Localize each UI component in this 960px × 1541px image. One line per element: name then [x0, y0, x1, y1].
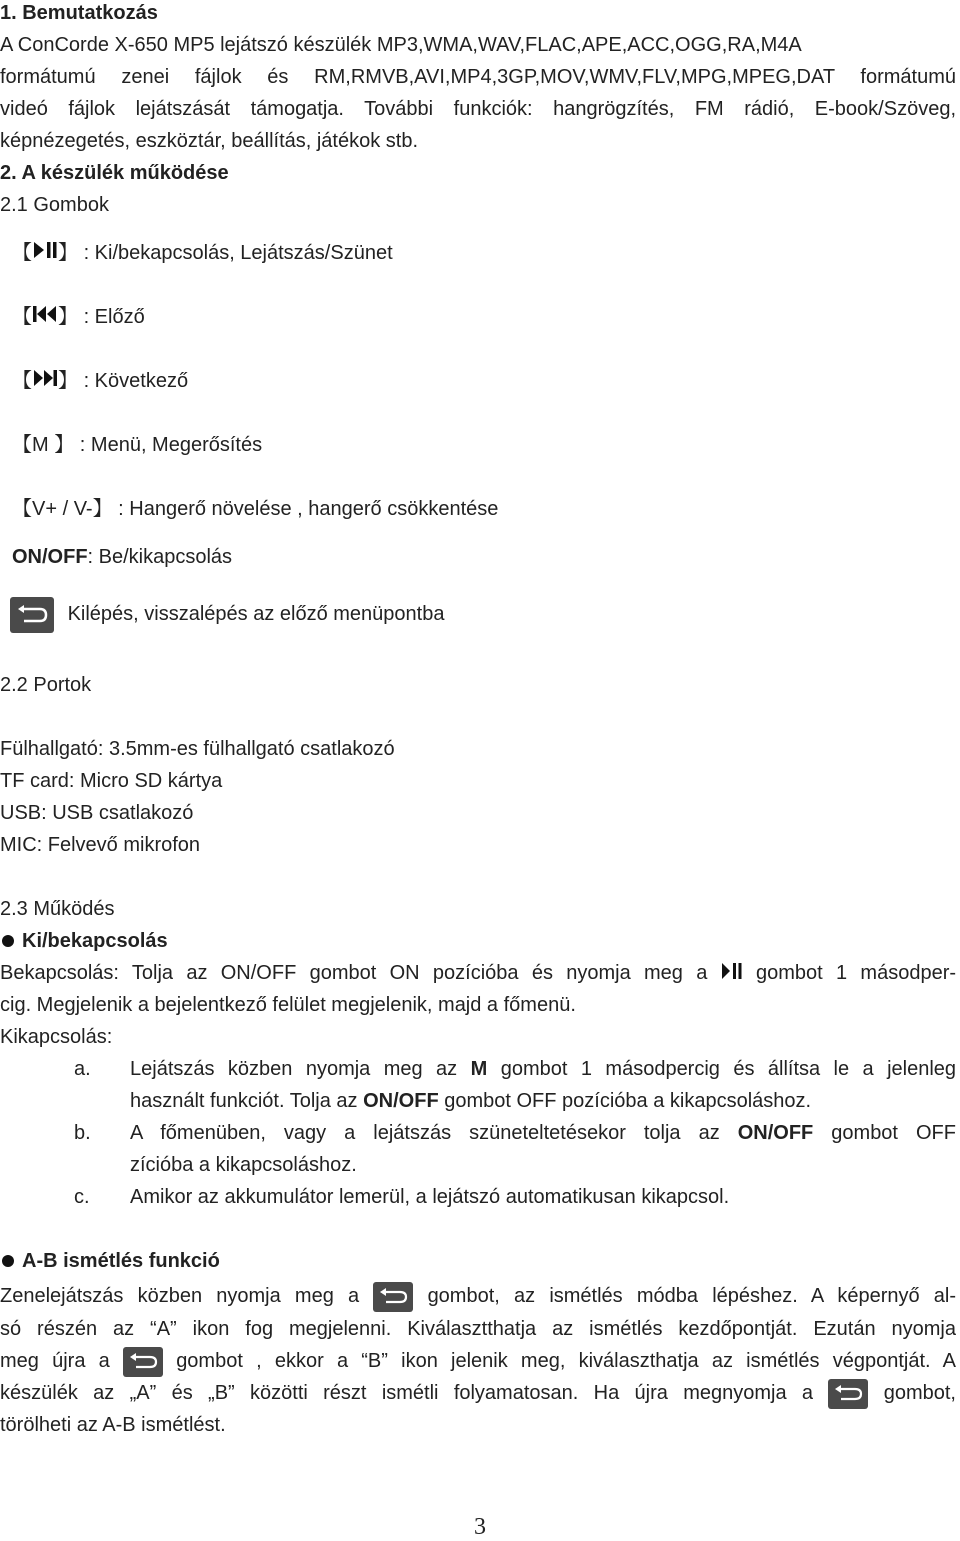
ab-line-2: só részén az “A” ikon fog megjelenni. Kiválasztthatja az ismétlés kezdőpontját. Ezután nyomja	[0, 1318, 956, 1340]
bullet-icon	[2, 1255, 14, 1267]
ab-text: gombot,	[883, 1382, 956, 1404]
button-row-next: 【 】 : Következő	[12, 368, 188, 395]
section-heading-operation: 2. A készülék működése	[0, 162, 229, 184]
list-item-text: Lejátszás közben nyomja meg az	[130, 1058, 458, 1080]
list-item-text: gombot OFF	[831, 1122, 956, 1144]
button-desc-volume: : Hangerő növelése , hangerő csökkentése	[118, 498, 499, 520]
back-icon	[10, 597, 54, 633]
ab-line-5: törölheti az A-B ismétlést.	[0, 1414, 226, 1436]
list-item-a-line1	[130, 1056, 956, 1082]
ab-title-row	[0, 1248, 220, 1274]
play-pause-icon	[32, 240, 58, 267]
intro-line-4: képnézegetés, eszköztár, beállítás, játékok stb.	[0, 130, 419, 152]
previous-icon	[32, 304, 58, 331]
button-row-onoff	[12, 544, 232, 570]
button-desc-play: : Ki/bekapcsolás, Lejátszás/Szünet	[83, 242, 393, 264]
button-row-back	[10, 594, 444, 634]
volume-key-label: V+ / V-	[32, 498, 93, 520]
button-row-volume: 【V+ / V-】 : Hangerő növelése , hangerő csökkentése	[12, 498, 499, 520]
intro-line-1: A ConCorde X-650 MP5 lejátszó készülék MP3,WMA,WAV,FLAC,APE,ACC,OGG,RA,M4A	[0, 34, 802, 56]
list-item-text: A főmenüben, vagy a lejátszás szüneteltetésekor tolja az	[130, 1122, 720, 1144]
button-desc-previous: : Előző	[83, 306, 145, 328]
subheading-buttons: 2.1 Gombok	[0, 194, 109, 216]
power-on-line-2: cig. Megjelenik a bejelentkező felület megjelenik, majd a főmenü.	[0, 994, 576, 1016]
ab-text: gombot, az ismétlés módba lépéshez. A képernyő al-	[427, 1285, 957, 1307]
port-line: Fülhallgató: 3.5mm-es fülhallgató csatlakozó	[0, 738, 395, 760]
list-item-key: ON/OFF	[363, 1090, 439, 1112]
list-item-b-line2: zícióba a kikapcsoláshoz.	[130, 1154, 357, 1176]
next-icon	[32, 368, 58, 395]
list-letter: a.	[74, 1058, 91, 1080]
ab-text: Zenelejátszás közben nyomja meg a	[0, 1285, 360, 1307]
list-item-text: gombot OFF pozícióba a kikapcsoláshoz.	[444, 1090, 812, 1112]
button-row-menu: 【M 】 : Menü, Megerősítés	[12, 434, 263, 456]
power-title: Ki/bekapcsolás	[22, 930, 168, 952]
intro-line-3: videó fájlok lejátszását támogatja. További funkciók: hangrögzítés, FM rádió, E-book/Szöveg,	[0, 98, 956, 120]
button-desc-menu: : Menü, Megerősítés	[79, 434, 263, 456]
button-row-play: 【 】 : Ki/bekapcsolás, Lejátszás/Szünet	[12, 240, 393, 267]
ab-text: gombot , ekkor a “B” ikon jelenik meg, kiválaszthatja az ismétlés végpontját. A	[176, 1350, 956, 1372]
back-icon	[373, 1282, 413, 1312]
power-title-row	[0, 928, 168, 954]
ab-text: készülék az „A” és „B” közötti részt ismétli folyamatosan. Ha újra megnyomja a	[0, 1382, 814, 1404]
list-item-b-line1	[130, 1120, 956, 1146]
section-heading-intro: 1. Bemutatkozás	[0, 2, 158, 24]
ab-line-3	[0, 1345, 956, 1377]
list-item-c-line1: Amikor az akkumulátor lemerül, a lejátszó automatikusan kikapcsol.	[130, 1186, 730, 1208]
subheading-ports: 2.2 Portok	[0, 674, 92, 696]
ab-title: A-B ismétlés funkció	[22, 1250, 220, 1272]
port-line: MIC: Felvevő mikrofon	[0, 834, 201, 856]
onoff-label: ON/OFF	[12, 546, 88, 568]
power-on-text-b: gombot 1 másodper-	[755, 962, 957, 984]
power-on-text-a: Bekapcsolás: Tolja az ON/OFF gombot ON pozícióba és nyomja meg a	[0, 962, 708, 984]
subheading-working: 2.3 Működés	[0, 898, 115, 920]
list-item-key: M	[470, 1058, 488, 1080]
ab-line-4	[0, 1377, 956, 1409]
list-letter: c.	[74, 1186, 90, 1208]
back-desc: Kilépés, visszalépés az előző menüpontba	[67, 603, 445, 625]
list-letter: b.	[74, 1122, 91, 1144]
play-pause-icon	[721, 961, 743, 987]
list-item-a-line2	[130, 1088, 811, 1114]
back-icon	[123, 1347, 163, 1377]
page-number: 3	[474, 1514, 486, 1540]
button-desc-next: : Következő	[83, 370, 189, 392]
port-line: TF card: Micro SD kártya	[0, 770, 223, 792]
bracket-left: 【	[12, 242, 32, 264]
menu-key-label: M	[32, 434, 49, 456]
bullet-icon	[2, 935, 14, 947]
onoff-desc: : Be/kikapcsolás	[87, 546, 233, 568]
list-item-key: ON/OFF	[737, 1122, 814, 1144]
port-line: USB: USB csatlakozó	[0, 802, 194, 824]
list-item-text: használt funkciót. Tolja az	[130, 1090, 358, 1112]
back-icon	[828, 1379, 868, 1409]
button-row-previous: 【 】 : Előző	[12, 304, 145, 331]
intro-line-2: formátumú zenei fájlok és RM,RMVB,AVI,MP4,3GP,MOV,WMV,FLV,MPG,MPEG,DAT formátumú	[0, 66, 956, 88]
power-on-line	[0, 960, 956, 987]
power-off-label: Kikapcsolás:	[0, 1026, 113, 1048]
ab-line-1	[0, 1280, 956, 1312]
ab-text: meg újra a	[0, 1350, 110, 1372]
list-item-text: gombot 1 másodpercig és állítsa le a jelenleg	[500, 1058, 957, 1080]
